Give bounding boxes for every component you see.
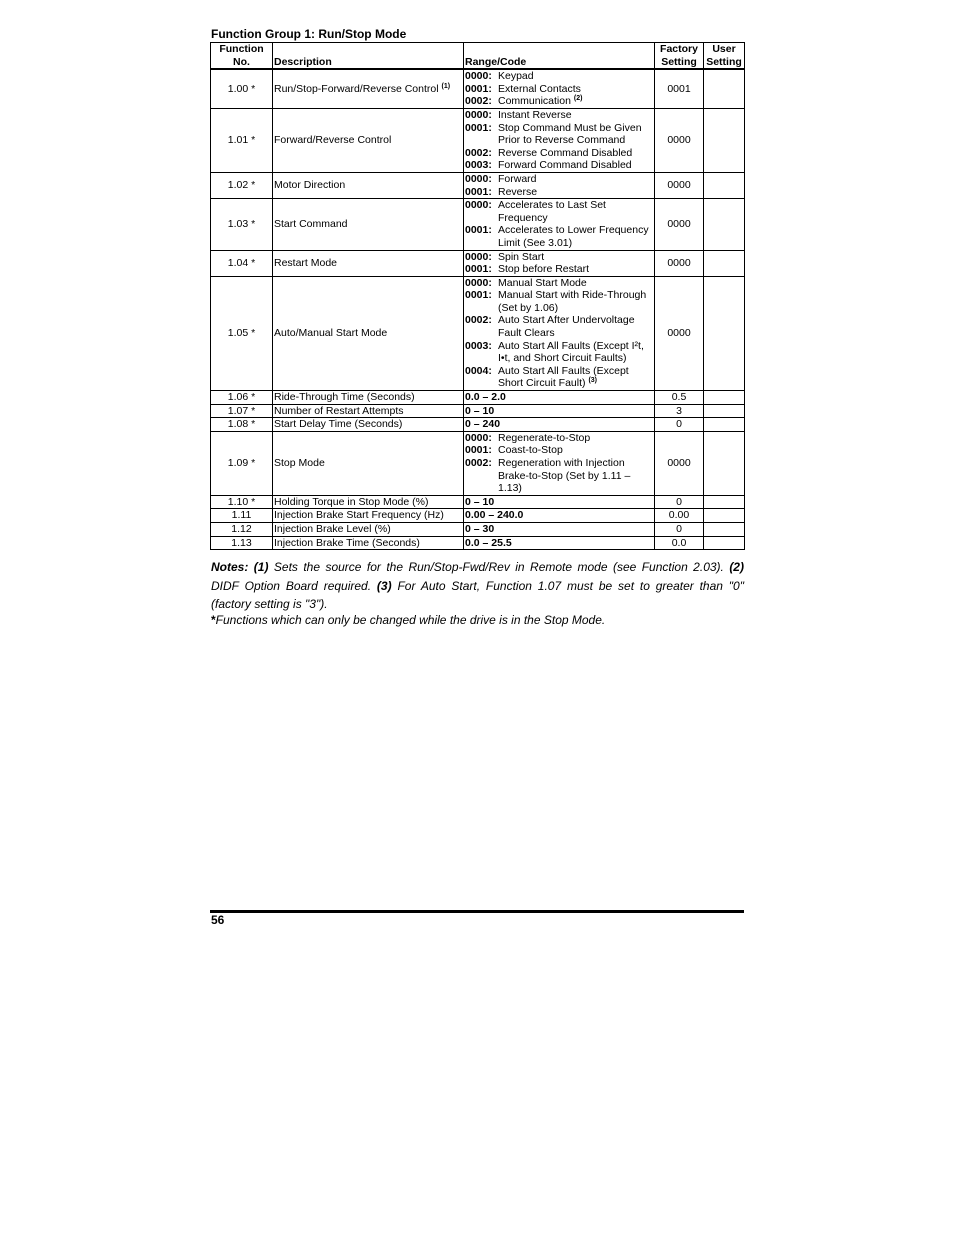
- range-code-cell: [464, 536, 655, 550]
- user-setting-cell: [704, 418, 745, 432]
- code-description: Regenerate-to-Stop: [498, 431, 591, 444]
- code-description: Auto Start After Undervoltage Fault Clears: [498, 314, 635, 340]
- range-code-cell: [464, 391, 655, 405]
- code-description: Coast-to-Stop: [498, 444, 563, 457]
- code-value: 0001:: [465, 263, 492, 276]
- function-no-cell: 1.01 *: [211, 108, 273, 172]
- notes: [211, 558, 744, 614]
- range-code-cell: [464, 69, 655, 108]
- note-2-text: DIDF Option Board required.: [211, 578, 372, 593]
- range-value: 0.0 – 2.0: [465, 391, 506, 404]
- description-cell: [273, 418, 464, 432]
- code-option: [465, 70, 653, 83]
- code-value: 0002:: [465, 457, 492, 469]
- code-value: 0002:: [465, 146, 492, 159]
- table-row: [211, 522, 745, 536]
- description-text: Auto/Manual Start Mode: [274, 327, 388, 340]
- function-no-cell: 1.05 *: [211, 276, 273, 390]
- table-body: [211, 69, 745, 549]
- code-text-wrap: [498, 314, 653, 339]
- code-value: 0000:: [465, 172, 492, 185]
- table-row: [211, 250, 745, 276]
- code-text-wrap: [498, 365, 653, 390]
- range-value: 0 – 30: [465, 522, 495, 535]
- table-row: [211, 276, 745, 390]
- factory-setting-cell: 0000: [655, 431, 704, 495]
- code-option: [465, 122, 653, 147]
- function-no-cell: 1.00 *: [211, 69, 273, 108]
- code-option: [465, 277, 653, 290]
- code-description: Auto Start All Faults (Except Short Circuit Fault): [498, 364, 629, 390]
- code-option: [465, 173, 653, 186]
- factory-setting-cell: 0000: [655, 172, 704, 198]
- description-text: Injection Brake Start Frequency (Hz): [274, 509, 444, 522]
- code-option: [465, 224, 653, 249]
- code-description: Accelerates to Lower Frequency Limit (See 3.01): [498, 224, 649, 249]
- footnote-ref: (3): [588, 377, 598, 385]
- range-code-cell: [464, 172, 655, 198]
- note-2-label: (2): [729, 560, 744, 574]
- code-option: [465, 251, 653, 264]
- range-code-cell: [464, 276, 655, 390]
- code-text-wrap: [498, 83, 653, 96]
- header-user-setting: User Setting: [704, 43, 745, 70]
- code-text-wrap: [498, 263, 653, 276]
- range-code-cell: [464, 509, 655, 523]
- table-row: [211, 418, 745, 432]
- factory-setting-cell: 3: [655, 404, 704, 418]
- factory-setting-cell: 0.00: [655, 509, 704, 523]
- description-cell: [273, 495, 464, 509]
- range-value: 0.00 – 240.0: [465, 509, 524, 522]
- note-1-text: Sets the source for the Run/Stop-Fwd/Rev in Remote mode (see Function 2.03).: [273, 560, 724, 574]
- range-code-cell: [464, 418, 655, 432]
- page-number: 56: [211, 913, 225, 927]
- description-cell: [273, 276, 464, 390]
- code-value: 0001:: [465, 185, 492, 198]
- description-cell: [273, 522, 464, 536]
- code-description: Regeneration with Injection Brake-to-Stop (Set by 1.11 – 1.13): [498, 457, 631, 495]
- user-setting-cell: [704, 495, 745, 509]
- header-function-no: Function No.: [211, 43, 273, 70]
- description-text: Injection Brake Time (Seconds): [274, 536, 420, 549]
- function-no-cell: 1.02 *: [211, 172, 273, 198]
- range-value-line: [465, 418, 653, 431]
- section-title: Function Group 1: Run/Stop Mode: [211, 27, 407, 41]
- code-text-wrap: [498, 444, 653, 457]
- footnote-ref: (2): [573, 95, 583, 103]
- code-text-wrap: [498, 147, 653, 160]
- user-setting-cell: [704, 431, 745, 495]
- table-row: [211, 391, 745, 405]
- user-setting-cell: [704, 522, 745, 536]
- description-text: Start Delay Time (Seconds): [274, 418, 403, 431]
- code-description: Manual Start with Ride-Through (Set by 1.06): [498, 289, 647, 314]
- code-text-wrap: [498, 122, 653, 147]
- star-note: [211, 613, 605, 627]
- note-3-text: For Auto Start, Function 1.07 must be set to greater than "0" (factory setting is "3").: [211, 578, 744, 611]
- code-option: [465, 147, 653, 160]
- code-description: Keypad: [498, 70, 534, 83]
- range-value: 0 – 10: [465, 404, 495, 417]
- code-option: [465, 186, 653, 199]
- range-value: 0 – 10: [465, 495, 495, 508]
- code-value: 0004:: [465, 364, 492, 377]
- range-value-line: [465, 537, 653, 550]
- code-text-wrap: [498, 277, 653, 290]
- function-no-cell: 1.12: [211, 522, 273, 536]
- table-row: [211, 431, 745, 495]
- footer-rule: [210, 910, 744, 913]
- description-cell: [273, 391, 464, 405]
- factory-setting-cell: 0000: [655, 276, 704, 390]
- factory-setting-cell: 0000: [655, 199, 704, 250]
- range-code-cell: [464, 250, 655, 276]
- code-description: Reverse: [498, 185, 538, 198]
- code-option: [465, 159, 653, 172]
- code-option: [465, 444, 653, 457]
- user-setting-cell: [704, 391, 745, 405]
- header-range-code: Range/Code: [464, 43, 655, 70]
- user-setting-cell: [704, 276, 745, 390]
- code-value: 0002:: [465, 314, 492, 327]
- code-option: [465, 263, 653, 276]
- code-text-wrap: [498, 173, 653, 186]
- user-setting-cell: [704, 108, 745, 172]
- header-factory-setting: Factory Setting: [655, 43, 704, 70]
- note-3-label: (3): [376, 578, 392, 593]
- description-text: Holding Torque in Stop Mode (%): [274, 495, 429, 508]
- code-description: Forward: [498, 172, 537, 185]
- description-text: Number of Restart Attempts: [274, 404, 404, 417]
- code-option: [465, 314, 653, 339]
- code-option: [465, 340, 653, 365]
- description-cell: [273, 108, 464, 172]
- code-option: [465, 83, 653, 96]
- range-value-line: [465, 496, 653, 509]
- user-setting-cell: [704, 404, 745, 418]
- range-code-cell: [464, 431, 655, 495]
- range-value: 0.0 – 25.5: [465, 536, 512, 549]
- table-row: [211, 69, 745, 108]
- description-text: Start Command: [274, 218, 348, 231]
- description-text: Motor Direction: [274, 179, 346, 192]
- code-text-wrap: [498, 70, 653, 83]
- range-code-cell: [464, 495, 655, 509]
- code-option: [465, 109, 653, 122]
- code-description: Communication: [498, 95, 571, 108]
- code-description: Stop before Restart: [498, 263, 590, 276]
- range-value-line: [465, 391, 653, 404]
- user-setting-cell: [704, 536, 745, 550]
- description-text: Injection Brake Level (%): [274, 522, 391, 535]
- star-marker: *: [211, 613, 216, 627]
- code-description: Forward Command Disabled: [498, 159, 632, 172]
- factory-setting-cell: 0: [655, 522, 704, 536]
- range-code-cell: [464, 522, 655, 536]
- user-setting-cell: [704, 250, 745, 276]
- code-text-wrap: [498, 432, 653, 445]
- user-setting-cell: [704, 172, 745, 198]
- code-value: 0003:: [465, 339, 492, 352]
- code-value: 0003:: [465, 159, 492, 172]
- code-value: 0001:: [465, 121, 492, 134]
- factory-setting-cell: 0: [655, 495, 704, 509]
- code-text-wrap: [498, 199, 653, 224]
- user-setting-cell: [704, 69, 745, 108]
- function-no-cell: 1.11: [211, 509, 273, 523]
- code-value: 0000:: [465, 250, 492, 263]
- description-cell: [273, 199, 464, 250]
- code-description: Stop Command Must be Given Prior to Reverse Command: [498, 121, 642, 147]
- table-row: [211, 108, 745, 172]
- code-value: 0000:: [465, 108, 492, 121]
- code-text-wrap: [498, 251, 653, 264]
- code-option: [465, 289, 653, 314]
- code-text-wrap: [498, 340, 653, 365]
- code-description: Auto Start All Faults (Except I²t, I•t, and Short Circuit Faults): [498, 339, 644, 365]
- function-no-cell: 1.08 *: [211, 418, 273, 432]
- code-text-wrap: [498, 224, 653, 249]
- description-text: Ride-Through Time (Seconds): [274, 391, 415, 404]
- code-description: Spin Start: [498, 250, 545, 263]
- factory-setting-cell: 0000: [655, 250, 704, 276]
- code-value: 0000:: [465, 276, 492, 289]
- table-row: [211, 199, 745, 250]
- function-no-cell: 1.13: [211, 536, 273, 550]
- code-text-wrap: [498, 457, 653, 495]
- code-value: 0000:: [465, 431, 492, 444]
- function-no-cell: 1.04 *: [211, 250, 273, 276]
- range-code-cell: [464, 108, 655, 172]
- code-option: [465, 199, 653, 224]
- range-value: 0 – 240: [465, 418, 501, 431]
- factory-setting-cell: 0001: [655, 69, 704, 108]
- description-cell: [273, 509, 464, 523]
- table-header-row: [211, 43, 745, 70]
- code-value: 0002:: [465, 95, 492, 108]
- footnote-ref: (1): [441, 82, 451, 90]
- code-value: 0000:: [465, 70, 492, 83]
- description-cell: [273, 431, 464, 495]
- code-value: 0001:: [465, 82, 492, 95]
- range-code-cell: [464, 199, 655, 250]
- description-cell: [273, 69, 464, 108]
- code-option: [465, 457, 653, 495]
- range-value-line: [465, 523, 653, 536]
- range-value-line: [465, 509, 653, 522]
- code-text-wrap: [498, 159, 653, 172]
- description-cell: [273, 250, 464, 276]
- function-no-cell: 1.03 *: [211, 199, 273, 250]
- table-row: [211, 536, 745, 550]
- code-value: 0000:: [465, 199, 492, 212]
- code-text-wrap: [498, 109, 653, 122]
- description-cell: [273, 172, 464, 198]
- code-value: 0001:: [465, 444, 492, 457]
- code-description: Manual Start Mode: [498, 276, 587, 289]
- factory-setting-cell: 0000: [655, 108, 704, 172]
- description-text: Run/Stop-Forward/Reverse Control: [274, 82, 439, 95]
- factory-setting-cell: 0.0: [655, 536, 704, 550]
- code-option: [465, 95, 653, 108]
- header-description: Description: [273, 43, 464, 70]
- code-text-wrap: [498, 186, 653, 199]
- range-value-line: [465, 405, 653, 418]
- star-note-text: Functions which can only be changed while the drive is in the Stop Mode.: [215, 613, 606, 627]
- table-row: [211, 509, 745, 523]
- code-text-wrap: [498, 95, 653, 108]
- description-cell: [273, 404, 464, 418]
- code-text-wrap: [498, 289, 653, 314]
- code-description: Instant Reverse: [498, 108, 572, 121]
- code-description: External Contacts: [498, 82, 581, 95]
- function-no-cell: 1.09 *: [211, 431, 273, 495]
- function-no-cell: 1.07 *: [211, 404, 273, 418]
- code-value: 0001:: [465, 289, 492, 302]
- user-setting-cell: [704, 199, 745, 250]
- description-cell: [273, 536, 464, 550]
- code-value: 0001:: [465, 224, 492, 237]
- code-description: Accelerates to Last Set Frequency: [498, 199, 606, 224]
- factory-setting-cell: 0.5: [655, 391, 704, 405]
- code-description: Reverse Command Disabled: [498, 146, 633, 159]
- table-row: [211, 172, 745, 198]
- function-table: [210, 42, 745, 550]
- code-option: [465, 365, 653, 390]
- range-code-cell: [464, 404, 655, 418]
- function-no-cell: 1.06 *: [211, 391, 273, 405]
- code-option: [465, 432, 653, 445]
- description-text: Forward/Reverse Control: [274, 134, 392, 147]
- note-1-label: (1): [253, 560, 269, 574]
- table-row: [211, 495, 745, 509]
- function-no-cell: 1.10 *: [211, 495, 273, 509]
- factory-setting-cell: 0: [655, 418, 704, 432]
- user-setting-cell: [704, 509, 745, 523]
- notes-label: Notes:: [211, 560, 249, 574]
- description-text: Stop Mode: [274, 457, 325, 469]
- description-text: Restart Mode: [274, 256, 338, 269]
- table-row: [211, 404, 745, 418]
